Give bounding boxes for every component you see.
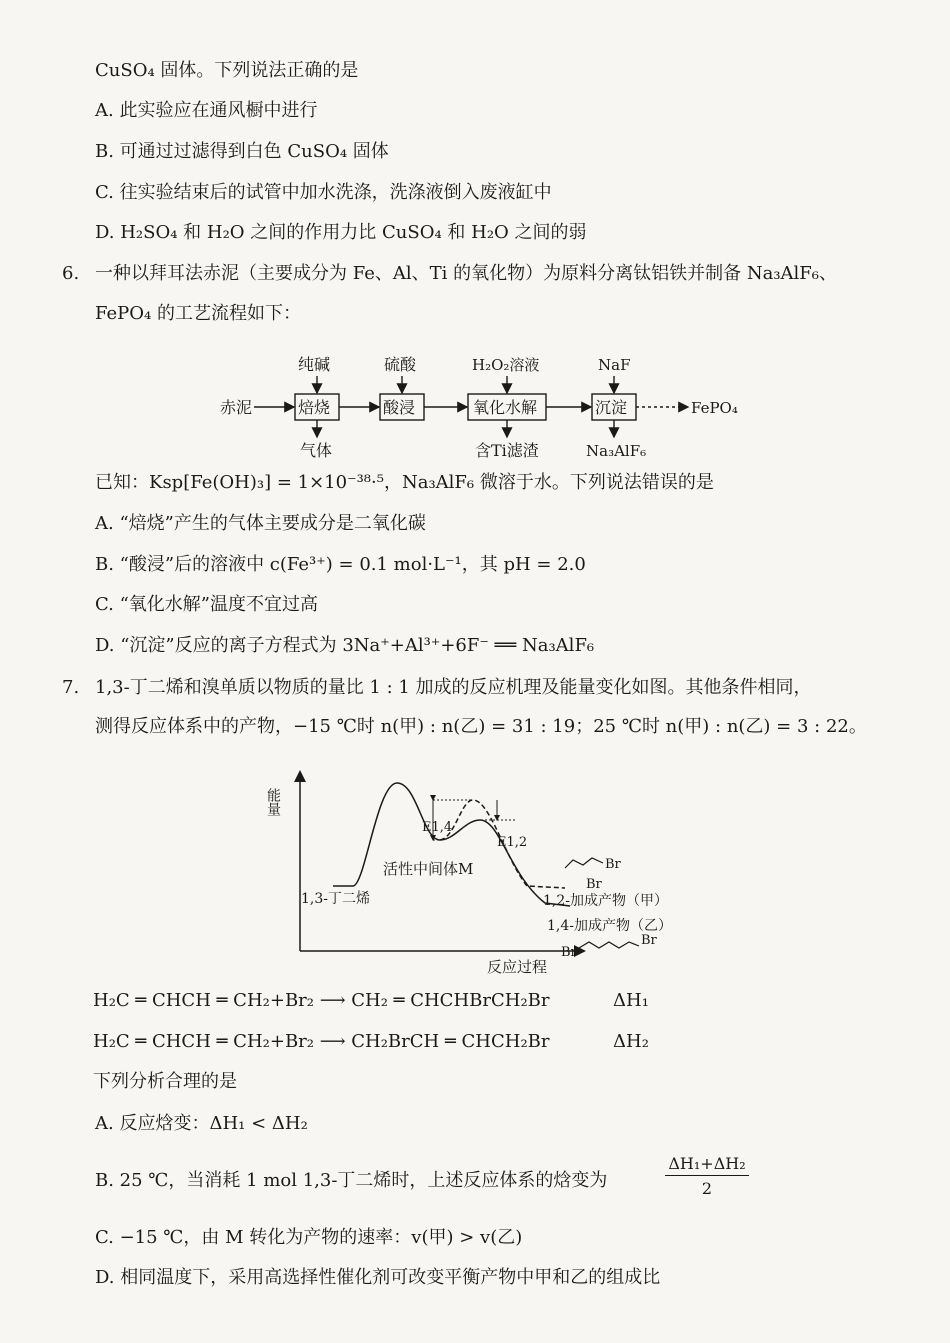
product-a-label: 1,2-加成产物（甲） <box>543 893 668 909</box>
q5-option-c: C. 往实验结束后的试管中加水洗涤，洗涤液倒入废液缸中 <box>95 182 552 203</box>
intermediate-label: 活性中间体M <box>383 860 474 878</box>
flow-end: FePO₄ <box>691 399 738 417</box>
q7-ask: 下列分析合理的是 <box>93 1071 237 1092</box>
q7-option-b: B. 25 ℃，当消耗 1 mol 1,3-丁二烯时，上述反应体系的焓变为 <box>95 1170 608 1191</box>
q5-stem-tail: CuSO₄ 固体。下列说法正确的是 <box>95 60 359 81</box>
product-a-br1: Br <box>605 857 621 872</box>
product-b-label: 1,4-加成产物（乙） <box>547 918 672 934</box>
e12-label: E1,2 <box>497 835 528 850</box>
q7-option-b-numerator: ΔH₁+ΔH₂ <box>665 1153 749 1176</box>
q6-option-a: A. “焙烧”产生的气体主要成分是二氧化碳 <box>95 513 426 534</box>
q7-stem-line1: 1,3-丁二烯和溴单质以物质的量比 1 : 1 加成的反应机理及能量变化如图。其他条件相同， <box>95 677 812 698</box>
product-a-structure <box>565 858 603 868</box>
e14-label: E1,4 <box>422 820 453 835</box>
q7-option-d: D. 相同温度下，采用高选择性催化剂可改变平衡产物中甲和乙的组成比 <box>95 1267 661 1288</box>
q7-option-a: A. 反应焓变：ΔH₁ < ΔH₂ <box>95 1113 308 1134</box>
q7-equation-2: H₂C ═ CHCH ═ CH₂+Br₂ ⟶ CH₂BrCH ═ CHCH₂Br <box>93 1031 550 1052</box>
q6-stem-line1: 一种以拜耳法赤泥（主要成分为 Fe、Al、Ti 的氧化物）为原料分离钛铝铁并制备 Na₃AlF₆、 <box>95 263 837 284</box>
q6-option-d: D. “沉淀”反应的离子方程式为 3Na⁺+Al³⁺+6F⁻ ══ Na₃AlF₆ <box>95 635 595 656</box>
flow-input-4: NaF <box>598 356 631 374</box>
q6-process-flow <box>210 350 770 466</box>
flow-step-1: 焙烧 <box>298 398 331 417</box>
flow-start: 赤泥 <box>220 398 253 417</box>
q5-option-a: A. 此实验应在通风橱中进行 <box>95 100 318 121</box>
q7-equation-2-dh: ΔH₂ <box>613 1031 649 1052</box>
q5-option-b: B. 可通过过滤得到白色 CuSO₄ 固体 <box>95 141 389 162</box>
reactant-label: 1,3-丁二烯 <box>301 891 370 907</box>
q6-number: 6. <box>62 263 80 284</box>
flow-input-1: 纯碱 <box>298 355 331 374</box>
q7-option-c: C. −15 ℃，由 M 转化为产物的速率：v(甲) > v(乙) <box>95 1227 523 1248</box>
flow-step-3: 氧化水解 <box>473 398 538 417</box>
energy-diagram <box>265 768 705 982</box>
q6-stem-line2: FePO₄ 的工艺流程如下： <box>95 303 301 324</box>
product-b-structure <box>579 942 639 948</box>
q5-option-d: D. H₂SO₄ 和 H₂O 之间的作用力比 CuSO₄ 和 H₂O 之间的弱 <box>95 222 587 243</box>
product-b-br2: Br <box>641 933 657 948</box>
q7-number: 7. <box>62 677 80 698</box>
y-axis-label: 能量 <box>265 788 281 816</box>
flow-output-4: Na₃AlF₆ <box>586 442 647 460</box>
q6-option-c: C. “氧化水解”温度不宜过高 <box>95 594 318 615</box>
q7-stem-line2: 测得反应体系中的产物，−15 ℃时 n(甲) : n(乙) = 31 : 19；25 ℃时 n(甲) : n(乙) = 3 : 22。 <box>95 716 867 737</box>
product-b-br1: Br <box>561 945 577 960</box>
x-axis-label: 反应过程 <box>487 958 548 976</box>
product-a-br2: Br <box>586 877 602 892</box>
flow-step-4: 沉淀 <box>595 398 628 417</box>
flow-output-1: 气体 <box>300 441 333 460</box>
flow-step-2: 酸浸 <box>383 398 416 417</box>
q7-option-b-denominator: 2 <box>701 1179 713 1198</box>
q6-known: 已知：Ksp[Fe(OH)₃] = 1×10⁻³⁸·⁵，Na₃AlF₆ 微溶于水。下列说法错误的是 <box>95 472 714 493</box>
q7-equation-1-dh: ΔH₁ <box>613 990 649 1011</box>
q7-equation-1: H₂C ═ CHCH ═ CH₂+Br₂ ⟶ CH₂ ═ CHCHBrCH₂Br <box>93 990 550 1011</box>
flow-input-2: 硫酸 <box>384 355 417 374</box>
q6-option-b: B. “酸浸”后的溶液中 c(Fe³⁺) = 0.1 mol·L⁻¹，其 pH = 2.0 <box>95 554 586 575</box>
flow-output-3: 含Ti滤渣 <box>475 441 539 460</box>
flow-input-3: H₂O₂溶液 <box>472 356 540 374</box>
